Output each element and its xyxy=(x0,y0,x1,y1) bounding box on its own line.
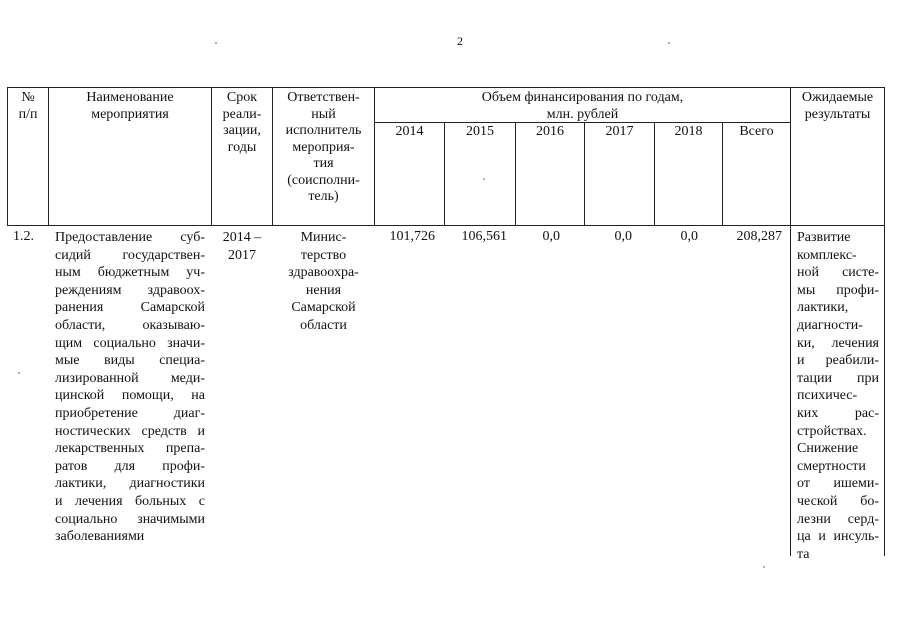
header-term: Срок реали- зации, годы xyxy=(222,90,262,155)
grid-line xyxy=(884,87,885,226)
scan-speck xyxy=(668,42,670,44)
scan-speck xyxy=(483,178,485,180)
scan-speck xyxy=(763,566,765,568)
value-2014: 101,726 xyxy=(389,229,435,244)
page-number: 2 xyxy=(457,34,463,48)
header-funding: Объем финансирования по годам, млн. рублей xyxy=(481,90,684,122)
row-executor: Минис- терство здравоохра- нения Самарской области xyxy=(288,230,359,333)
row-number: 1.2. xyxy=(13,229,34,244)
header-bottom-border xyxy=(7,225,884,226)
header-year-2018: 2018 xyxy=(674,124,703,139)
header-year-2014: 2014 xyxy=(395,124,424,139)
value-2015: 106,561 xyxy=(461,229,507,244)
header-executor: Ответствен- ный исполнитель мероприя- тия (соисполни- тель) xyxy=(285,90,362,204)
row-term: 2014 – 2017 xyxy=(222,230,262,263)
header-num: № п/п xyxy=(18,90,38,122)
value-2017: 0,0 xyxy=(614,229,632,244)
scan-speck xyxy=(215,42,217,44)
table-top-border xyxy=(7,87,884,88)
header-year-2015: 2015 xyxy=(466,124,494,139)
header-total: Всего xyxy=(739,124,774,139)
value-total: 208,287 xyxy=(736,229,782,244)
value-2018: 0,0 xyxy=(680,229,698,244)
scan-speck xyxy=(18,372,20,374)
value-2016: 0,0 xyxy=(542,229,560,244)
header-name: Наименование мероприятия xyxy=(86,90,174,122)
row-results: Развитие комплекс- ной систе- мы профи- лактики, диагности- ки, лечения и реабили- тации при психичес- ких рас- стройствах. Снижение смертности от ишеми- ческой бо- лезни серд- ца и инсуль- та xyxy=(797,230,879,562)
grid-line xyxy=(884,226,885,556)
header-year-2017: 2017 xyxy=(605,124,634,139)
grid-line xyxy=(790,226,791,556)
row-name: Предоставление суб- сидий государствен- ным бюджетным уч- реждениям здравоох- ранения Самарской области, оказываю- щим социально значи- мые виды специа- лизированной меди- цинской помощи, на приобретение диаг- ностических средств и лекарственных препа- ратов для профи- лактики, диагностики и лечения больных с социально значимыми заболеваниями xyxy=(55,230,205,545)
header-year-2016: 2016 xyxy=(536,124,564,139)
header-results: Ожидаемые результаты xyxy=(801,90,874,122)
